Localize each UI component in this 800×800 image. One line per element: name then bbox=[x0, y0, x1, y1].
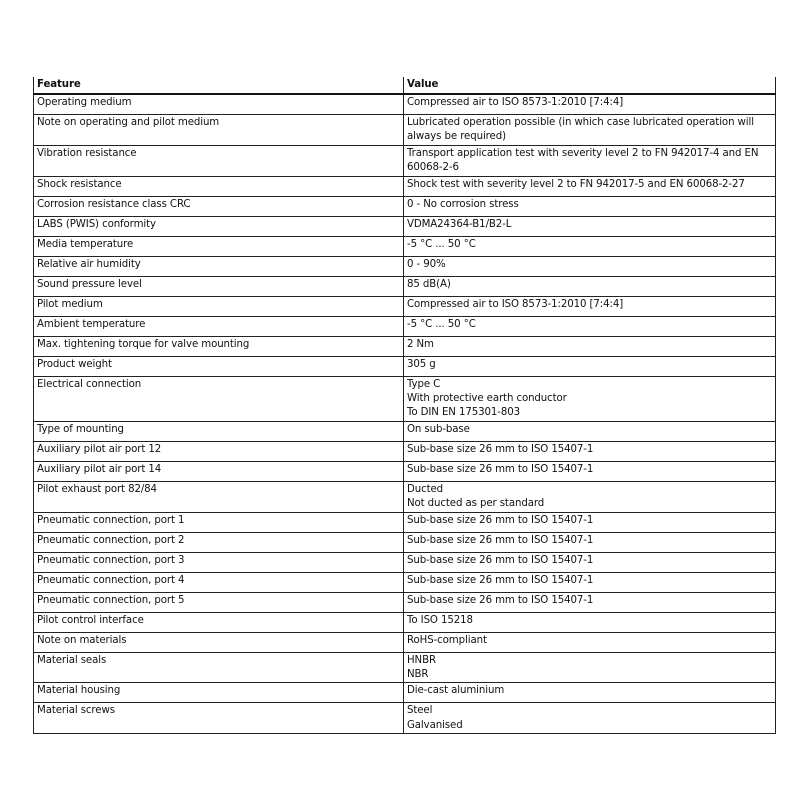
feature-cell: Pneumatic connection, port 3 bbox=[34, 552, 404, 572]
feature-cell: Shock resistance bbox=[34, 176, 404, 196]
feature-cell: Electrical connection bbox=[34, 376, 404, 421]
feature-cell: Pilot control interface bbox=[34, 612, 404, 632]
feature-cell: Pneumatic connection, port 2 bbox=[34, 532, 404, 552]
table-row bbox=[34, 336, 776, 356]
table-row bbox=[34, 683, 776, 703]
value-cell: To ISO 15218 bbox=[404, 612, 776, 632]
value-cell: Sub-base size 26 mm to ISO 15407-1 bbox=[404, 441, 776, 461]
feature-cell: Vibration resistance bbox=[34, 145, 404, 176]
table-header-row bbox=[34, 77, 776, 94]
feature-cell: Corrosion resistance class CRC bbox=[34, 196, 404, 216]
value-cell: -5 °C ... 50 °C bbox=[404, 316, 776, 336]
feature-cell: Media temperature bbox=[34, 236, 404, 256]
table-row bbox=[34, 376, 776, 421]
table-row bbox=[34, 236, 776, 256]
table-row bbox=[34, 276, 776, 296]
value-cell: On sub-base bbox=[404, 421, 776, 441]
value-cell: Compressed air to ISO 8573-1:2010 [7:4:4] bbox=[404, 94, 776, 115]
table-row bbox=[34, 703, 776, 734]
column-header-feature: Feature bbox=[34, 77, 404, 94]
feature-cell: Pilot medium bbox=[34, 296, 404, 316]
value-cell: Steel Galvanised bbox=[404, 703, 776, 734]
table-row bbox=[34, 216, 776, 236]
feature-cell: Material screws bbox=[34, 703, 404, 734]
feature-cell: Material seals bbox=[34, 652, 404, 683]
value-cell: 2 Nm bbox=[404, 336, 776, 356]
table-row bbox=[34, 461, 776, 481]
table-row bbox=[34, 176, 776, 196]
value-cell: HNBR NBR bbox=[404, 652, 776, 683]
table-row bbox=[34, 441, 776, 461]
table-row bbox=[34, 652, 776, 683]
table-row bbox=[34, 145, 776, 176]
value-cell: 85 dB(A) bbox=[404, 276, 776, 296]
feature-cell: Material housing bbox=[34, 683, 404, 703]
table-row bbox=[34, 316, 776, 336]
table-row bbox=[34, 552, 776, 572]
value-cell: RoHS-compliant bbox=[404, 632, 776, 652]
table-row bbox=[34, 94, 776, 115]
feature-cell: LABS (PWIS) conformity bbox=[34, 216, 404, 236]
table-row bbox=[34, 532, 776, 552]
value-cell: -5 °C ... 50 °C bbox=[404, 236, 776, 256]
value-cell: 0 - No corrosion stress bbox=[404, 196, 776, 216]
table-row bbox=[34, 612, 776, 632]
table-row bbox=[34, 632, 776, 652]
table-row bbox=[34, 421, 776, 441]
feature-cell: Note on operating and pilot medium bbox=[34, 115, 404, 146]
spec-sheet bbox=[33, 77, 775, 734]
value-cell: Die-cast aluminium bbox=[404, 683, 776, 703]
feature-cell: Note on materials bbox=[34, 632, 404, 652]
value-cell: Ducted Not ducted as per standard bbox=[404, 481, 776, 512]
feature-cell: Pneumatic connection, port 4 bbox=[34, 572, 404, 592]
value-cell: Sub-base size 26 mm to ISO 15407-1 bbox=[404, 512, 776, 532]
value-cell: Sub-base size 26 mm to ISO 15407-1 bbox=[404, 532, 776, 552]
table-body bbox=[34, 94, 776, 734]
table-row bbox=[34, 356, 776, 376]
value-cell: Sub-base size 26 mm to ISO 15407-1 bbox=[404, 592, 776, 612]
value-cell: 305 g bbox=[404, 356, 776, 376]
value-cell: 0 - 90% bbox=[404, 256, 776, 276]
feature-cell: Pneumatic connection, port 1 bbox=[34, 512, 404, 532]
value-cell: VDMA24364-B1/B2-L bbox=[404, 216, 776, 236]
value-cell: Sub-base size 26 mm to ISO 15407-1 bbox=[404, 552, 776, 572]
feature-cell: Pneumatic connection, port 5 bbox=[34, 592, 404, 612]
table-row bbox=[34, 115, 776, 146]
table-row bbox=[34, 512, 776, 532]
feature-cell: Auxiliary pilot air port 14 bbox=[34, 461, 404, 481]
feature-cell: Max. tightening torque for valve mounting bbox=[34, 336, 404, 356]
table-row bbox=[34, 592, 776, 612]
feature-cell: Type of mounting bbox=[34, 421, 404, 441]
value-cell: Shock test with severity level 2 to FN 942017-5 and EN 60068-2-27 bbox=[404, 176, 776, 196]
feature-cell: Sound pressure level bbox=[34, 276, 404, 296]
value-cell: Lubricated operation possible (in which case lubricated operation will always be required) bbox=[404, 115, 776, 146]
feature-cell: Operating medium bbox=[34, 94, 404, 115]
column-header-value: Value bbox=[404, 77, 776, 94]
table-row bbox=[34, 256, 776, 276]
value-cell: Type C With protective earth conductor To DIN EN 175301-803 bbox=[404, 376, 776, 421]
table-row bbox=[34, 572, 776, 592]
value-cell: Sub-base size 26 mm to ISO 15407-1 bbox=[404, 461, 776, 481]
feature-cell: Auxiliary pilot air port 12 bbox=[34, 441, 404, 461]
feature-cell: Product weight bbox=[34, 356, 404, 376]
feature-cell: Pilot exhaust port 82/84 bbox=[34, 481, 404, 512]
table-row bbox=[34, 481, 776, 512]
feature-cell: Relative air humidity bbox=[34, 256, 404, 276]
value-cell: Transport application test with severity level 2 to FN 942017-4 and EN 60068-2-6 bbox=[404, 145, 776, 176]
spec-table bbox=[33, 77, 776, 734]
value-cell: Sub-base size 26 mm to ISO 15407-1 bbox=[404, 572, 776, 592]
value-cell: Compressed air to ISO 8573-1:2010 [7:4:4] bbox=[404, 296, 776, 316]
feature-cell: Ambient temperature bbox=[34, 316, 404, 336]
table-row bbox=[34, 196, 776, 216]
table-row bbox=[34, 296, 776, 316]
